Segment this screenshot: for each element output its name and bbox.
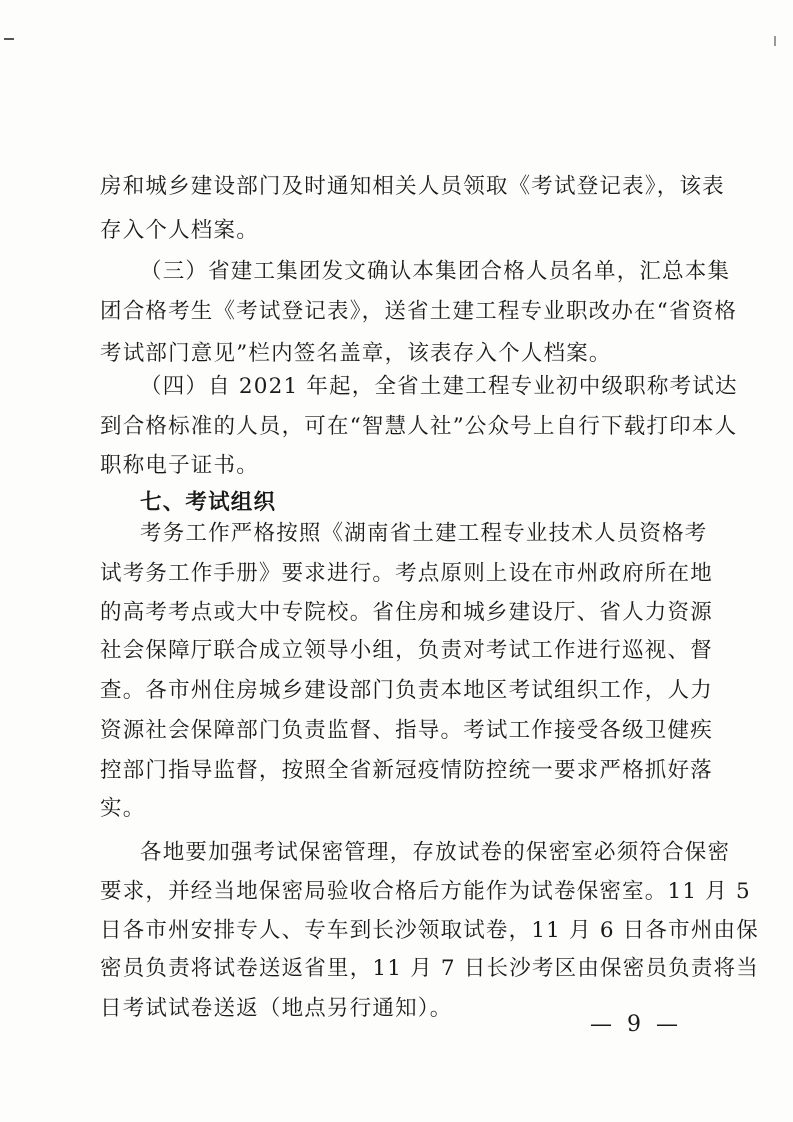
paragraph-line: 资源社会保障部门负责监督、指导。考试工作接受各级卫健疾 <box>100 718 713 743</box>
paragraph-line: （三）省建工集团发文确认本集团合格人员名单，汇总本集 <box>140 259 731 284</box>
paragraph-line: 存入个人档案。 <box>100 218 259 243</box>
paragraph-line: 考务工作严格按照《湖南省土建工程专业技术人员资格考 <box>140 521 708 546</box>
paragraph-line: （四）自 2021 年起，全省土建工程专业初中级职称考试达 <box>140 374 738 399</box>
scan-mark-right <box>774 36 776 46</box>
paragraph-line: 考试部门意见”栏内签名盖章，该表存入个人档案。 <box>100 341 612 366</box>
paragraph-line: 职称电子证书。 <box>100 453 259 478</box>
paragraph-line: 实。 <box>100 796 146 821</box>
paragraph-line: 房和城乡建设部门及时通知相关人员领取《考试登记表》，该表 <box>100 174 725 199</box>
paragraph-line: 日考试试卷送返（地点另行通知）。 <box>100 996 453 1021</box>
paragraph-line: 到合格标准的人员，可在“智慧人社”公众号上自行下载打印本人 <box>100 414 738 439</box>
paragraph-line: 社会保障厅联合成立领导小组，负责对考试工作进行巡视、督 <box>100 638 713 663</box>
paragraph-line: 查。各市州住房城乡建设部门负责本地区考试组织工作，人力 <box>100 678 713 703</box>
paragraph-line: 密员负责将试卷送返省里，11 月 7 日长沙考区由保密员负责将当 <box>100 956 759 981</box>
paragraph-line: 控部门指导监督，按照全省新冠疫情防控统一要求严格抓好落 <box>100 758 713 783</box>
page-number: — 9 — <box>590 1012 682 1037</box>
paragraph-line: 日各市州安排专人、专车到长沙领取试卷，11 月 6 日各市州由保 <box>100 918 759 943</box>
scan-mark-left <box>4 38 14 40</box>
section-heading: 七、考试组织 <box>140 490 277 515</box>
paragraph-line: 团合格考生《考试登记表》，送省土建工程专业职改办在“省资格 <box>100 299 738 324</box>
paragraph-line: 要求，并经当地保密局验收合格后方能作为试卷保密室。11 月 5 <box>100 879 751 904</box>
paragraph-line: 试考务工作手册》要求进行。考点原则上设在市州政府所在地 <box>100 561 713 586</box>
paragraph-line: 的高考考点或大中专院校。省住房和城乡建设厅、省人力资源 <box>100 600 713 625</box>
paragraph-line: 各地要加强考试保密管理，存放试卷的保密室必须符合保密 <box>140 840 731 865</box>
